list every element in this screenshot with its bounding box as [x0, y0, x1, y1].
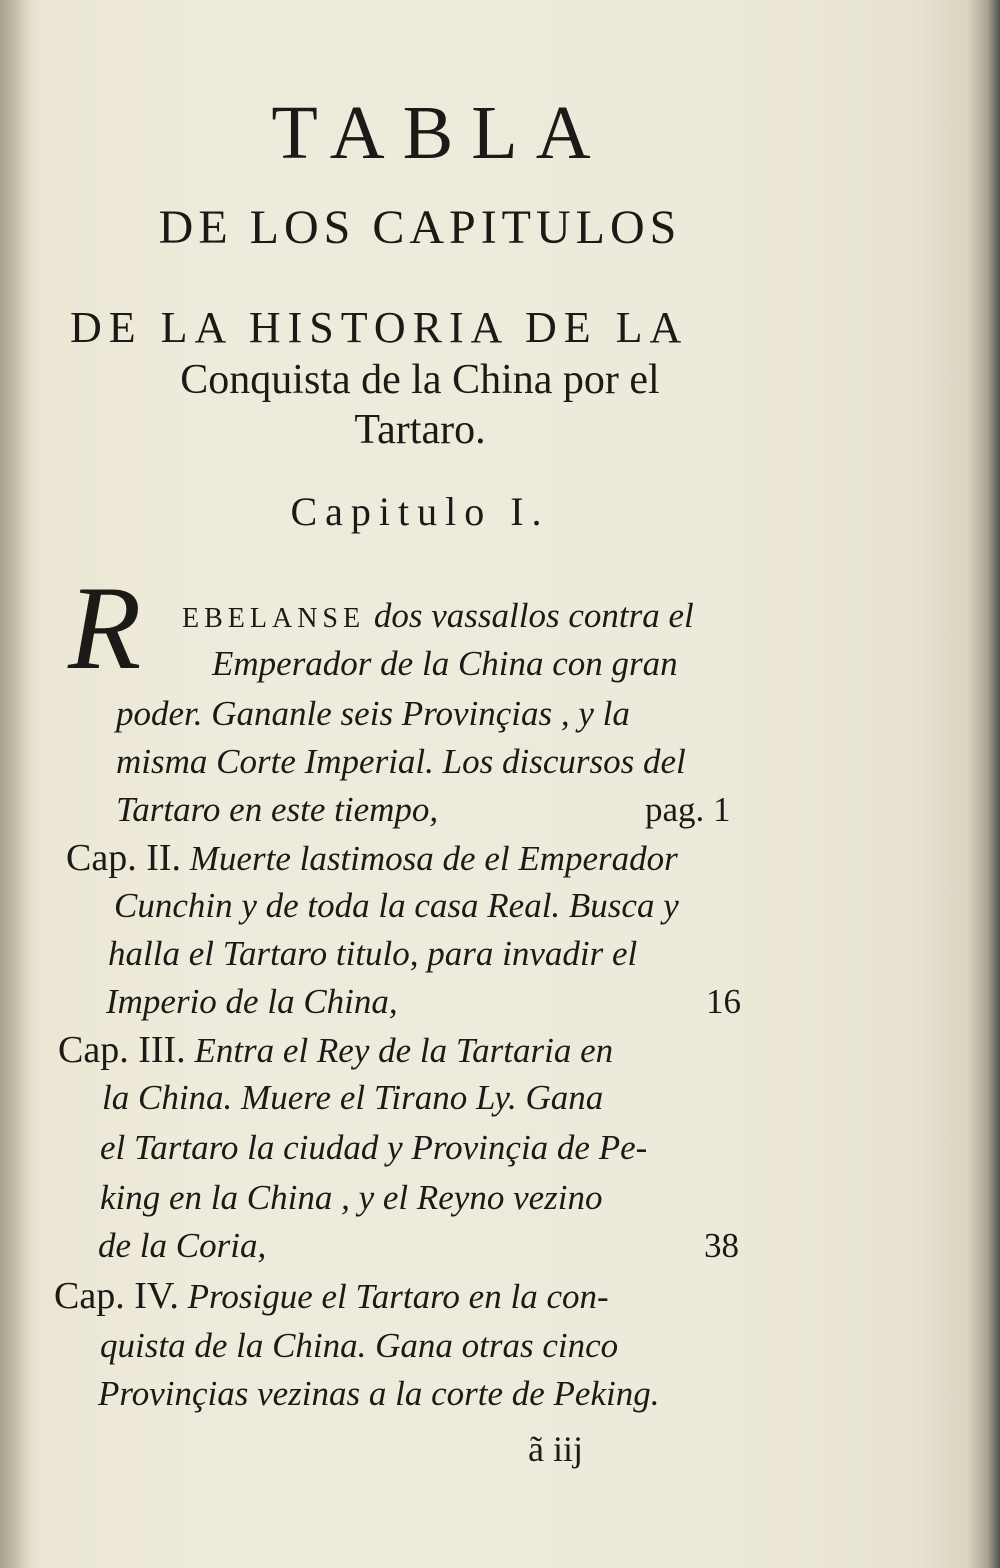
chapter-3-line-1 [58, 1026, 613, 1075]
chapter-1-line-1 [182, 592, 694, 643]
chapter-4-line-1-text: Prosigue el Tartaro en la con- [187, 1277, 609, 1316]
chapter-1-page: pag. 1 [645, 790, 731, 829]
chapter-3-label: Cap. III. [58, 1029, 186, 1071]
title-tabla: TABLA [271, 91, 609, 175]
chapter-3-line-5: de la Coria, [98, 1226, 267, 1265]
chapter-2-line-3: halla el Tartaro titulo, para invadir el [108, 934, 638, 973]
chapter-1-line-5: Tartaro en este tiempo, [116, 790, 439, 829]
chapter-4-label: Cap. IV. [54, 1275, 179, 1317]
title-conquista: Conquista de la China por el [180, 357, 660, 403]
title-de-los-capitulos: DE LOS CAPITULOS [158, 201, 682, 254]
chapter-3-line-4: king en la China , y el Reyno vezino [100, 1178, 603, 1217]
chapter-1-line-3: poder. Gananle seis Provinçias , y la [116, 694, 630, 733]
chapter-3-line-3: el Tartaro la ciudad y Provinçia de Pe- [100, 1128, 648, 1167]
chapter-4-line-2: quista de la China. Gana otras cinco [100, 1326, 619, 1365]
chapter-1-line-1-text: dos vassallos contra el [373, 596, 694, 635]
chapter-heading: Capitulo I. [290, 489, 550, 534]
chapter-2-line-4: Imperio de la China, [106, 982, 398, 1021]
chapter-2-line-2: Cunchin y de toda la casa Real. Busca y [114, 886, 679, 925]
chapter-2-page: 16 [706, 982, 741, 1021]
chapter-3-page: 38 [704, 1226, 739, 1265]
title-tartaro: Tartaro. [354, 407, 486, 453]
drop-capital: R [68, 561, 142, 694]
chapter-3-line-2: la China. Muere el Tirano Ly. Gana [102, 1078, 604, 1117]
chapter-2-label: Cap. II. [66, 837, 182, 879]
chapter-1-first-word: EBELANSE [182, 603, 366, 634]
signature-mark: ã iij [528, 1429, 583, 1469]
chapter-1-line-2: Emperador de la China con gran [212, 644, 678, 683]
chapter-1-line-4: misma Corte Imperial. Los discursos del [116, 742, 686, 781]
chapter-4-line-1 [54, 1272, 609, 1321]
chapter-4-line-3: Provinçias vezinas a la corte de Peking. [98, 1374, 660, 1413]
chapter-2-line-1 [66, 834, 678, 883]
page-edge [968, 0, 1000, 1568]
title-de-la-historia: DE LA HISTORIA DE LA [70, 303, 689, 352]
chapter-2-line-1-text: Muerte lastimosa de el Emperador [189, 839, 678, 878]
chapter-3-line-1-text: Entra el Rey de la Tartaria en [194, 1031, 614, 1070]
